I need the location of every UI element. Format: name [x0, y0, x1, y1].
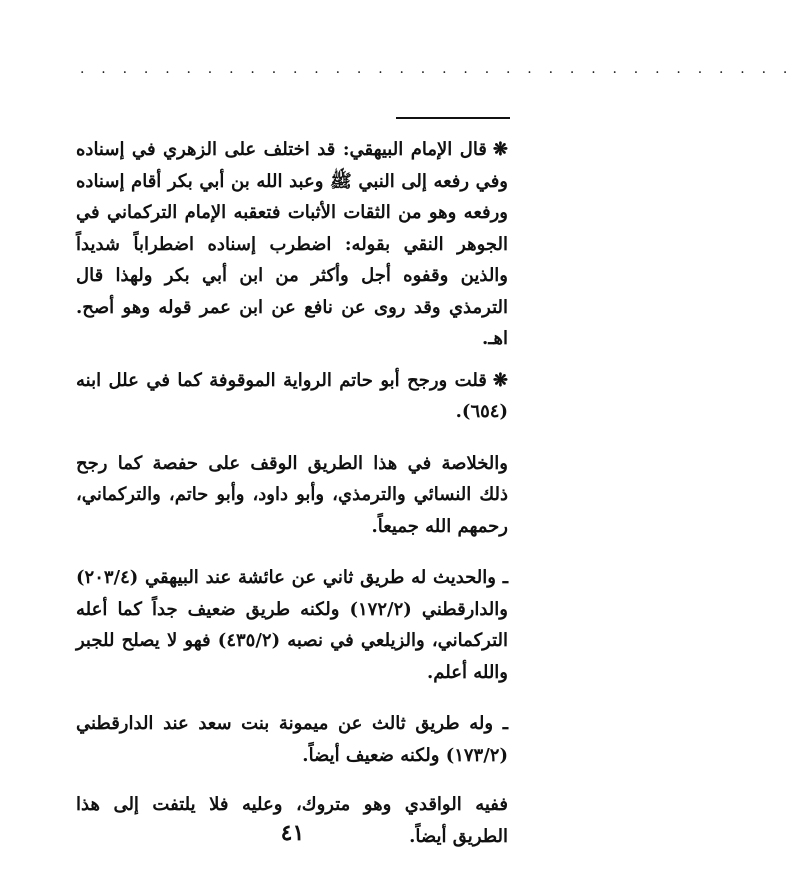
page-number: ٤١	[280, 820, 305, 846]
paragraph-text: ـ والحديث له طريق ثاني عن عائشة عند البيهقي (٢٠٣/٤) والدارقطني (١٧٢/٢) ولكنه طريق ضعيف جداً كما أعله التركماني، والزيلعي في نصبه (٤٣٥/٢) فهو لا يصلح للجبر والله أعلم.	[76, 567, 508, 683]
paragraph-text: قال الإمام البيهقي: قد اختلف على الزهري في إسناده وفي رفعه إلى النبي ﷺ وعبد الله بن أبي بكر أقام إسناده ورفعه وهو من الثقات الأثبات فتعقبه الإمام التركماني في الجوهر النقي بقوله: اضطرب إسناده اضطراباً شديداً والذين وقفوه أجل وأكثر من ابن أبي بكر ولهذا قال الترمذي وقد روى عن نافع عن ابن عمر قوله وهو أصح. اهـ.	[76, 139, 508, 349]
paragraph-conclusion	[76, 448, 508, 543]
paragraph-third-route	[76, 708, 508, 771]
paragraph-bayhaqi-quote	[76, 134, 508, 355]
paragraph-text: ـ وله طريق ثالث عن ميمونة بنت سعد عند الدارقطني (١٧٣/٢) ولكنه ضعيف أيضاً.	[76, 713, 508, 766]
paragraph-text: والخلاصة في هذا الطريق الوقف على حفصة كما رجح ذلك النسائي والترمذي، وأبو داود، وأبو حاتم، والتركماني، رحمهم الله جميعاً.	[76, 452, 508, 537]
paragraph-text: قلت ورجح أبو حاتم الرواية الموقوفة كما في علل ابنه (٦٥٤).	[76, 369, 508, 422]
asterisk-icon: ❋	[492, 369, 508, 391]
page-body	[76, 134, 508, 852]
paragraph-abu-hatim	[76, 365, 508, 428]
dotted-separator: · · · · · · · · · · · · · · · · · · · · · · · · · · · · · · · · · ·	[80, 65, 794, 81]
asterisk-icon: ❋	[492, 139, 508, 160]
footnote-rule	[396, 117, 510, 119]
paragraph-second-route	[76, 562, 508, 688]
paragraph-text: ففيه الواقدي وهو متروك، وعليه فلا يلتفت إلى هذا الطريق أيضاً.	[76, 794, 508, 847]
